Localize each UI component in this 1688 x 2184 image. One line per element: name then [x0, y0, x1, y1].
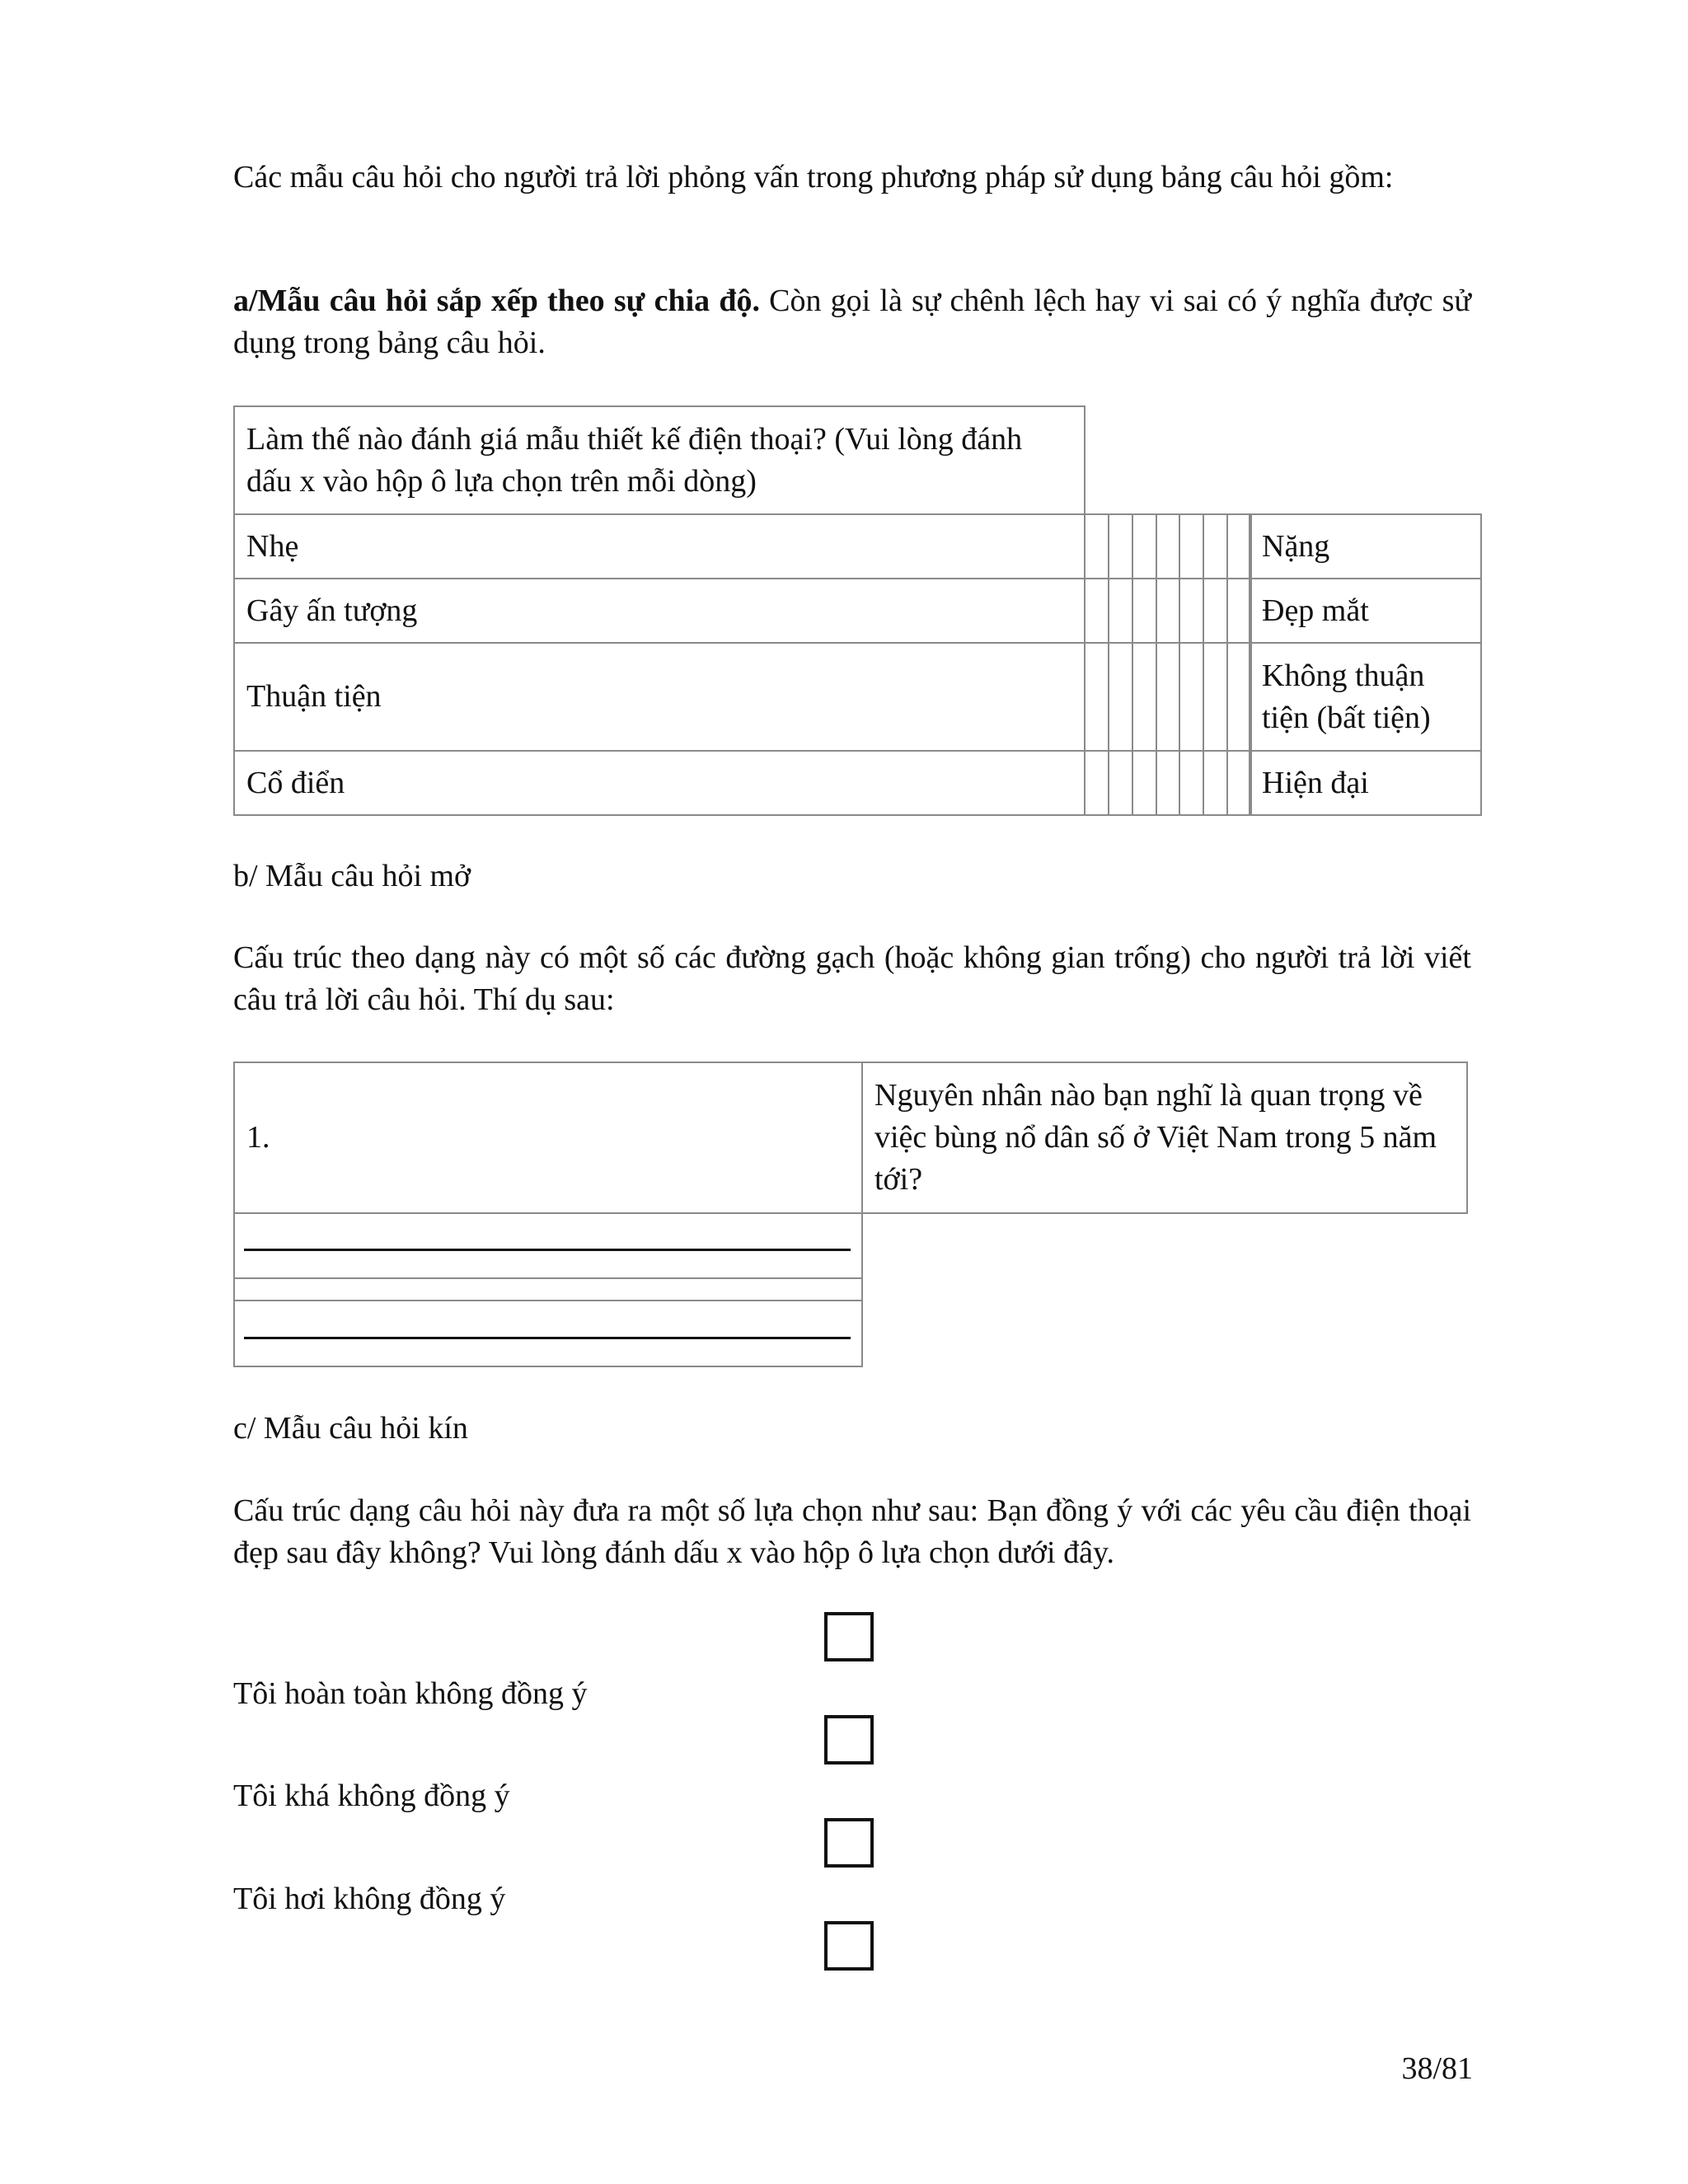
scale-option-box[interactable]	[1132, 578, 1157, 644]
rating-right-label-text: Không thuận tiện (bất tiện)	[1262, 658, 1431, 735]
section-a-paragraph	[233, 280, 1471, 364]
scale-option-box[interactable]	[1226, 750, 1252, 816]
answer-line-cell[interactable]	[233, 1212, 863, 1279]
open-question-cell	[861, 1062, 1468, 1214]
rating-left-label	[233, 578, 1085, 644]
section-b-paragraph: Cấu trúc theo dạng này có một số các đường gạch (hoặc không gian trống) cho người trả lời viết câu trả lời câu hỏi. Thí dụ sau:	[233, 940, 1471, 1017]
scale-option-box[interactable]	[1203, 578, 1228, 644]
option-checkbox[interactable]	[824, 1921, 874, 1971]
question-number-cell	[233, 1062, 863, 1214]
scale-option-box[interactable]	[1226, 578, 1252, 644]
scale-option-box[interactable]	[1132, 642, 1157, 752]
intro-paragraph: Các mẫu câu hỏi cho người trả lời phỏng vấn trong phương pháp sử dụng bảng câu hỏi gồm:	[233, 160, 1394, 194]
scale-option-box[interactable]	[1084, 750, 1109, 816]
option-checkbox[interactable]	[824, 1818, 874, 1868]
section-a-text: Còn gọi là sự chênh lệch hay vi sai có ý nghĩa được sử dụng trong bảng câu hỏi.	[233, 284, 1471, 360]
scale-option-box[interactable]	[1108, 513, 1133, 579]
rating-right-label-text: Đẹp mắt	[1262, 593, 1369, 628]
section-b-heading: b/ Mẫu câu hỏi mở	[233, 859, 471, 893]
page-number: 38/81	[1401, 2051, 1473, 2086]
scale-option-box[interactable]	[1084, 513, 1109, 579]
scale-option-box[interactable]	[1179, 642, 1204, 752]
scale-option-box[interactable]	[1108, 642, 1133, 752]
answer-spacer-cell	[233, 1277, 863, 1301]
scale-option-box[interactable]	[1226, 513, 1252, 579]
rating-right-label	[1249, 513, 1482, 579]
rating-question-cell	[233, 405, 1085, 515]
rating-right-label	[1249, 642, 1482, 752]
section-c-paragraph: Cấu trúc dạng câu hỏi này đưa ra một số lựa chọn như sau: Bạn đồng ý với các yêu cầu điện thoại đẹp sau đây không? Vui lòng đánh dấu x vào hộp ô lựa chọn dưới đây.	[233, 1493, 1471, 1570]
scale-option-box[interactable]	[1203, 750, 1228, 816]
option-label: Tôi khá không đồng ý	[233, 1779, 510, 1813]
scale-option-box[interactable]	[1156, 578, 1181, 644]
rating-left-label-text: Gây ấn tượng	[246, 593, 418, 628]
section-c-heading: c/ Mẫu câu hỏi kín	[233, 1411, 468, 1446]
scale-option-box[interactable]	[1179, 750, 1204, 816]
rating-left-label-text: Thuận tiện	[246, 679, 382, 714]
option-label: Tôi hơi không đồng ý	[233, 1882, 506, 1916]
scale-option-box[interactable]	[1203, 642, 1228, 752]
scale-option-box[interactable]	[1084, 642, 1109, 752]
scale-option-box[interactable]	[1156, 750, 1181, 816]
section-a-heading: a/Mẫu câu hỏi sắp xếp theo sự chia độ.	[233, 284, 760, 318]
rating-left-label-text: Nhẹ	[246, 528, 299, 564]
scale-option-box[interactable]	[1179, 513, 1204, 579]
scale-option-box[interactable]	[1179, 578, 1204, 644]
option-checkbox[interactable]	[824, 1715, 874, 1765]
answer-line-cell[interactable]	[233, 1300, 863, 1367]
scale-option-box[interactable]	[1108, 750, 1133, 816]
scale-option-box[interactable]	[1132, 750, 1157, 816]
rating-left-label	[233, 513, 1085, 579]
option-label: Tôi hoàn toàn không đồng ý	[233, 1676, 588, 1711]
option-checkbox[interactable]	[824, 1612, 874, 1661]
rating-left-label	[233, 642, 1085, 752]
rating-right-label-text: Nặng	[1262, 528, 1330, 564]
open-question: Nguyên nhân nào bạn nghĩ là quan trọng về việc bùng nổ dân số ở Việt Nam trong 5 năm tới?	[874, 1078, 1437, 1197]
scale-option-box[interactable]	[1084, 578, 1109, 644]
scale-option-box[interactable]	[1132, 513, 1157, 579]
scale-option-box[interactable]	[1226, 642, 1252, 752]
scale-option-box[interactable]	[1156, 642, 1181, 752]
rating-right-label	[1249, 750, 1482, 816]
answer-underline	[244, 1337, 851, 1339]
rating-left-label-text: Cổ điển	[246, 765, 345, 800]
scale-option-box[interactable]	[1156, 513, 1181, 579]
answer-underline	[244, 1249, 851, 1251]
rating-left-label	[233, 750, 1085, 816]
scale-option-box[interactable]	[1203, 513, 1228, 579]
rating-right-label	[1249, 578, 1482, 644]
question-number: 1.	[246, 1120, 270, 1155]
rating-question: Làm thế nào đánh giá mẫu thiết kế điện thoại? (Vui lòng đánh dấu x vào hộp ô lựa chọn trên mỗi dòng)	[246, 422, 1023, 499]
rating-right-label-text: Hiện đại	[1262, 765, 1369, 800]
scale-option-box[interactable]	[1108, 578, 1133, 644]
